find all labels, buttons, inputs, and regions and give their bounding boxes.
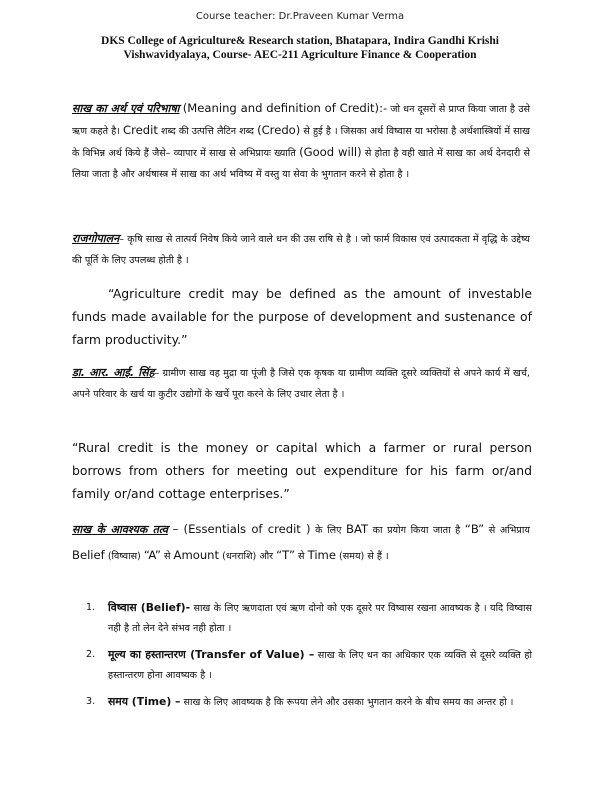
a-letter: “A”: [143, 548, 161, 562]
college-line-2: Vishwavidyalaya, Course- AEC-211 Agriculture Finance & Cooperation: [123, 49, 477, 61]
essentials-text: से: [163, 551, 171, 562]
list-item-term: समय (Time) –: [108, 695, 181, 708]
list-item-number: 3.: [86, 696, 96, 707]
credo-word: (Credo): [257, 123, 301, 137]
essentials-text: (विष्वास): [107, 551, 141, 562]
essentials-paragraph: [72, 517, 530, 569]
essentials-text: के लिए: [315, 525, 342, 536]
essentials-heading: साख के आवश्यक तत्व: [72, 523, 168, 536]
goodwill-word: (Good will): [299, 145, 362, 159]
agriculture-credit-quote: [72, 282, 532, 351]
meaning-heading-english: (Meaning and definition of Credit):-: [182, 101, 388, 115]
ri-singh-text: – ग्रामीण साख वह मुद्रा या पूंजी है जिसे एक कृषक या ग्रामीण व्यक्ति दूसरे व्यक्तियों से अपने कार्य में खर्च, अपने परिवार के खर्च या कुटीर उद्योगों के खर्चे पूरा करने के लिए उधार लेता है ।: [72, 368, 530, 400]
list-item-number: 2.: [86, 649, 96, 660]
meaning-paragraph: [72, 98, 530, 185]
credit-word: Credit: [123, 123, 158, 137]
essentials-list: [72, 598, 532, 719]
belief-word: Belief: [72, 548, 105, 562]
essentials-text: से अभिप्राय: [488, 525, 530, 536]
rajgopalan-text: – कृषि साख से तात्पर्य निवेष किये जाने वाले धन की उस राषि से है । जो फार्म विकास एवं उत्पादकता में वृद्धि के उद्देष्य की पूर्ति के लिए उपलब्ध होती है ।: [72, 234, 530, 266]
essentials-text: से: [298, 551, 305, 562]
rural-credit-quote: [72, 436, 532, 505]
quote-1-text: “Agriculture credit may be defined as the amount of investable funds made available for the purpose of development and sustenance of farm productivity.”: [72, 286, 532, 347]
ri-singh-name: डा. आर. आई. सिंह: [72, 366, 155, 379]
meaning-text-2: शब्द की उत्पत्ति लैटिन शब्द: [160, 126, 254, 137]
list-item-text: साख के लिए धन का अधिकार एक व्यक्ति से दूसरे व्यक्ति हो हस्तान्तरण होना आवष्यक है ।: [108, 650, 532, 681]
essentials-text: का प्रयोग किया जाता है: [372, 525, 461, 536]
list-item-term: मूल्य का हस्तान्तरण (Transfer of Value) –: [108, 648, 315, 661]
time-word: Time: [307, 548, 336, 562]
bat-word: BAT: [346, 522, 369, 536]
course-teacher-line: Course teacher: Dr.Praveen Kumar Verma: [195, 11, 405, 22]
meaning-text-1: जो धन दूसरों से प्राप्त किया जाता है उसे ऋण कहते है।: [72, 104, 530, 137]
t-letter: “T”: [276, 548, 295, 562]
list-item: [72, 598, 532, 639]
essentials-text: (समय) से हैं ।: [339, 551, 389, 562]
list-item-text: साख के लिए ऋणदाता एवं ऋण दोनो को एक दूसरे पर विष्वास रखना आवष्यक है । यदि विष्वास नही है तो लेन देने संभव नही होता ।: [108, 603, 532, 634]
list-item-term: विष्वास (Belief)-: [108, 601, 191, 614]
b-letter: “B”: [464, 522, 485, 536]
list-item-text: साख के लिए आवष्यक है कि रूपया लेने और उसका भुगतान करने के बीच समय का अन्तर हो ।: [183, 697, 514, 708]
college-header: [20, 34, 580, 62]
list-item: [72, 692, 532, 713]
essentials-text: (धनराशि) और: [222, 551, 274, 562]
rajgopalan-name: राजगोपालन: [72, 232, 120, 245]
list-item: [72, 645, 532, 686]
ri-singh-paragraph: [72, 362, 530, 405]
quote-2-text: “Rural credit is the money or capital which a farmer or rural person borrows from others for meeting out expenditure for his farm or/and family or/and cottage enterprises.”: [72, 440, 532, 501]
list-item-number: 1.: [86, 602, 96, 613]
meaning-heading: साख का अर्थ एवं परिभाषा: [72, 102, 180, 115]
rajgopalan-paragraph: [72, 228, 530, 271]
meaning-text-4: से होता है वही खाते में साख का अर्थ देनदारी से लिया जाता है और अर्थषास्त्र में साख का अर्थ भविष्य में वस्तु या सेवा के भुगतान करने से होता है ।: [72, 148, 530, 180]
college-line-1: DKS College of Agriculture& Research station, Bhatapara, Indira Gandhi Krishi: [101, 35, 499, 47]
meaning-text-3: से हुई है । जिसका अर्थ विष्वास या भरोसा है अर्थशास्त्रियों में साख के विभिन्न अर्थ किये हैं जैसे– व्यापार में साख से अभिप्रायः ख्याति: [72, 126, 530, 159]
essentials-heading-english: – (Essentials of credit ): [172, 522, 311, 536]
amount-word: Amount: [173, 548, 220, 562]
